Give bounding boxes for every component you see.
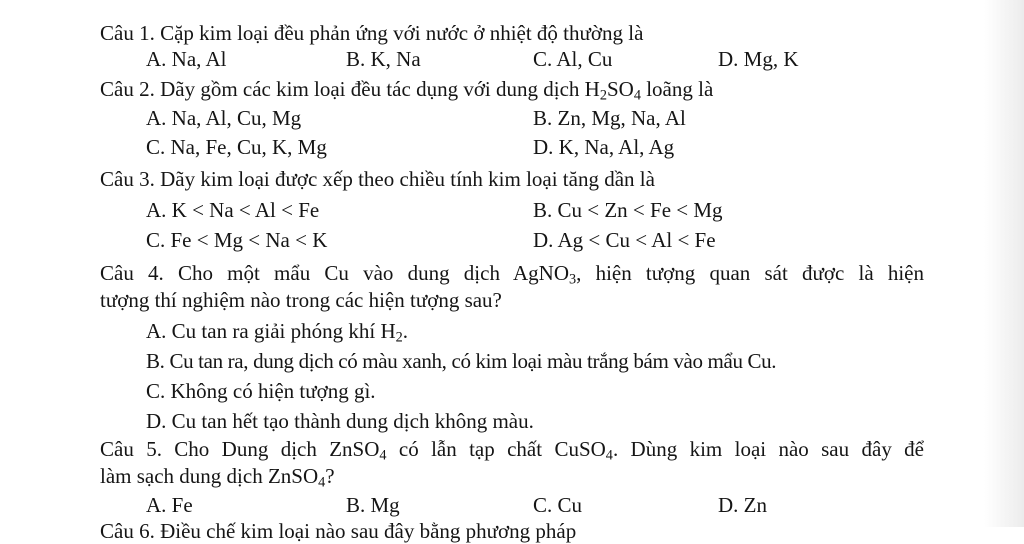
cut-off-next-question: Câu 6. Điều chế kim loại nào sau đây bằng phương pháp	[100, 519, 577, 543]
question-3-option-d: D. Ag < Cu < Al < Fe	[533, 228, 716, 252]
question-2-option-c: C. Na, Fe, Cu, K, Mg	[146, 135, 327, 159]
question-2-stem-subscript-2: 4	[633, 87, 641, 104]
question-2-stem-suffix: loãng là	[640, 77, 714, 101]
question-1-option-a: A. Na, Al	[146, 47, 227, 71]
question-3-option-b: B. Cu < Zn < Fe < Mg	[533, 198, 723, 222]
question-4-option-d: D. Cu tan hết tạo thành dung dịch không màu.	[146, 409, 534, 433]
question-5-stem-line-1	[100, 436, 924, 462]
question-4-stem-suffix: , hiện tượng quan sát được là hiện	[576, 261, 925, 285]
question-5-stem-suffix: . Dùng kim loại nào sau đây để	[612, 437, 924, 461]
question-4-option-c: C. Không có hiện tượng gì.	[146, 379, 376, 403]
question-5-stem-prefix: Câu 5. Cho Dung dịch ZnSO	[100, 437, 380, 461]
question-2-stem-mid: SO	[606, 77, 634, 101]
question-4-option-a-subscript: 2	[395, 329, 403, 346]
question-5-stem-line-2-suffix: ?	[325, 464, 335, 488]
edge-shadow	[984, 0, 1024, 527]
question-5-option-d: D. Zn	[718, 493, 767, 517]
question-2-stem-subscript-1: 2	[599, 87, 607, 104]
question-4-stem-line-2: tượng thí nghiệm nào trong các hiện tượng sau?	[100, 288, 502, 312]
question-4-option-a-suffix: .	[402, 319, 409, 343]
question-5-option-b: B. Mg	[346, 493, 400, 517]
question-4-stem-subscript: 3	[569, 271, 577, 288]
question-5-stem-line-2	[100, 463, 335, 489]
question-5-option-a: A. Fe	[146, 493, 193, 517]
question-4-option-b: B. Cu tan ra, dung dịch có màu xanh, có kim loại màu trắng bám vào mẩu Cu.	[146, 349, 777, 373]
question-3-stem: Câu 3. Dãy kim loại được xếp theo chiều tính kim loại tăng dần là	[100, 167, 655, 191]
question-5-stem-line-2-prefix: làm sạch dung dịch ZnSO	[100, 464, 319, 488]
question-2-stem	[100, 76, 713, 102]
question-1-option-d: D. Mg, K	[718, 47, 799, 71]
question-4-option-a	[146, 318, 408, 344]
question-5-stem-mid: có lẫn tạp chất CuSO	[386, 437, 606, 461]
question-5-option-c: C. Cu	[533, 493, 583, 517]
question-4-option-a-prefix: A. Cu tan ra giải phóng khí H	[146, 319, 396, 343]
question-1-option-c: C. Al, Cu	[533, 47, 613, 71]
question-5-stem-subscript-2: 4	[605, 447, 613, 464]
question-5-stem-line-2-subscript: 4	[318, 474, 326, 491]
question-2-option-b: B. Zn, Mg, Na, Al	[533, 106, 686, 130]
question-3-option-a: A. K < Na < Al < Fe	[146, 198, 320, 222]
question-2-option-d: D. K, Na, Al, Ag	[533, 135, 675, 159]
question-2-stem-prefix: Câu 2. Dãy gồm các kim loại đều tác dụng với dung dịch H	[100, 77, 600, 101]
question-1-stem: Câu 1. Cặp kim loại đều phản ứng với nước ở nhiệt độ thường là	[100, 21, 644, 45]
question-3-option-c: C. Fe < Mg < Na < K	[146, 228, 328, 252]
question-4-stem-prefix: Câu 4. Cho một mẩu Cu vào dung dịch AgNO	[100, 261, 569, 285]
question-5-stem-subscript-1: 4	[379, 447, 387, 464]
question-2-option-a: A. Na, Al, Cu, Mg	[146, 106, 302, 130]
question-4-stem-line-1	[100, 260, 924, 286]
question-1-option-b: B. K, Na	[346, 47, 421, 71]
